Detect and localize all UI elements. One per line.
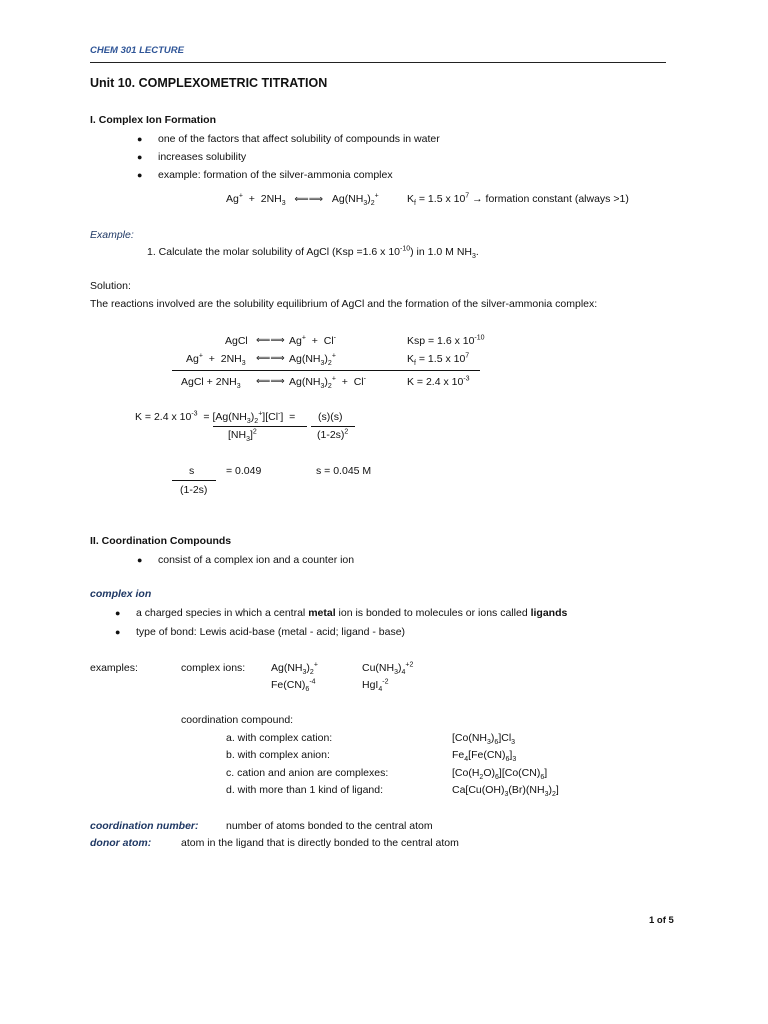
kf-value: $K_f = 1.5$ x $10^7$ bbox=[407, 352, 470, 368]
formation-constant-note: → formation constant (always >1) bbox=[472, 193, 629, 205]
k-result: = 0.049 bbox=[226, 465, 262, 477]
equilibrium-arrow-icon: ⟸⟹ bbox=[256, 376, 285, 387]
examples-label: examples: bbox=[90, 662, 138, 674]
bullet-icon: ● bbox=[115, 608, 121, 618]
reaction-1-right: Ag+ + Cl- bbox=[289, 334, 336, 347]
bullet-icon: ● bbox=[115, 627, 121, 637]
bullet-icon: ● bbox=[137, 170, 143, 180]
bullet-icon: ● bbox=[137, 134, 143, 144]
section-heading-complex-ion-formation: I. Complex Ion Formation bbox=[90, 114, 217, 126]
equilibrium-arrow-icon: ⟸⟹ bbox=[256, 335, 285, 346]
solution-label: Solution: bbox=[90, 280, 131, 292]
reaction-3-right: $Ag(NH_3)_2^+ + Cl^-$ bbox=[289, 375, 366, 391]
equilibrium-arrow-icon: ⟸⟹ bbox=[256, 353, 285, 364]
complex-ion-example: $Fe(CN)_6^{-4}$ bbox=[271, 678, 316, 694]
cc-item: a. with complex cation: bbox=[226, 732, 333, 744]
cc-item: b. with complex anion: bbox=[226, 749, 330, 761]
coordination-number-label: coordination number: bbox=[90, 820, 199, 832]
ss-numerator: (s)(s) bbox=[318, 411, 343, 423]
bullet-text: example: formation of the silver-ammonia complex bbox=[158, 169, 393, 181]
header-rule bbox=[90, 62, 666, 63]
bond-type: type of bond: Lewis acid-base (metal - acid; ligand - base) bbox=[136, 626, 406, 638]
bullet-icon: ● bbox=[137, 555, 143, 565]
reaction-2-left: $Ag^+ + 2NH_3$ bbox=[186, 352, 246, 368]
complex-ion-example: $Cu(NH_3)_4^{+2}$ bbox=[362, 661, 414, 677]
ss-fraction-rule bbox=[311, 426, 355, 427]
sum-rule bbox=[172, 370, 480, 371]
complex-ion-definition: a charged species in which a central metal ion is bonded to molecules or ions called ligands bbox=[136, 607, 568, 619]
complex-ion-label: complex ion bbox=[90, 588, 152, 600]
cc-formula: $Fe_4[Fe(CN)_6]_3$ bbox=[452, 749, 517, 764]
cc-formula: $Ca[Cu(OH)_3(Br)(NH_3)_2]$ bbox=[452, 784, 559, 799]
solution-text: The reactions involved are the solubility equilibrium of AgCl and the formation of the silver-ammonia complex: bbox=[90, 298, 598, 310]
complex-ions-label: complex ions: bbox=[181, 662, 246, 674]
page-title: Unit 10. COMPLEXOMETRIC TITRATION bbox=[90, 76, 328, 90]
reaction-2-right: $Ag(NH_3)_2^+$ bbox=[289, 352, 336, 368]
bullet-icon: ● bbox=[137, 152, 143, 162]
ss-denominator: $(1-2s)^2$ bbox=[317, 428, 349, 441]
donor-atom-label: donor atom: bbox=[90, 837, 152, 849]
s-denominator: (1-2s) bbox=[180, 484, 208, 496]
example-label: Example: bbox=[90, 229, 134, 241]
reaction-3-left: AgCl + $2NH_3$ bbox=[181, 376, 241, 391]
k-denominator: $[NH_3]^2$ bbox=[228, 428, 257, 444]
cc-formula: $[Co(NH_3)_6]Cl_3$ bbox=[452, 732, 516, 747]
coordination-compound-label: coordination compound: bbox=[181, 714, 294, 726]
header-label: CHEM 301 LECTURE bbox=[90, 45, 184, 56]
cc-item: d. with more than 1 kind of ligand: bbox=[226, 784, 384, 796]
page-number: 1 of 5 bbox=[649, 915, 674, 926]
bullet-text: consist of a complex ion and a counter ion bbox=[158, 554, 355, 566]
bullet-text: increases solubility bbox=[158, 151, 247, 163]
example-question: 1. Calculate the molar solubility of AgCl (Ksp =1.6 x $10^{-10}$) in 1.0 M $NH_3$. bbox=[147, 245, 479, 261]
k-overall: K = 2.4 x $10^{-3}$ bbox=[407, 375, 470, 388]
ksp-value: Ksp = 1.6 x $10^{-10}$ bbox=[407, 334, 485, 347]
k-fraction-rule bbox=[213, 426, 307, 427]
s-fraction-rule bbox=[172, 480, 216, 481]
complex-ion-example: $Ag(NH_3)_2^+$ bbox=[271, 661, 318, 677]
equation-silver-ammonia: $Ag^+ + 2NH_3$ ⟸⟹ $Ag(NH_3)_2^+$ bbox=[226, 192, 379, 208]
s-result: s = 0.045 M bbox=[316, 465, 372, 477]
cc-item: c. cation and anion are complexes: bbox=[226, 767, 389, 779]
s-numerator: s bbox=[189, 465, 195, 477]
section-heading-coordination-compounds: II. Coordination Compounds bbox=[90, 535, 232, 547]
reaction-1-left: AgCl bbox=[225, 335, 248, 347]
coordination-number-definition: number of atoms bonded to the central atom bbox=[226, 820, 433, 832]
formation-constant: $K_f = 1.5$ x $10^7$ → formation constant (always >1) bbox=[407, 192, 629, 208]
donor-atom-definition: atom in the ligand that is directly bonded to the central atom bbox=[181, 837, 459, 849]
complex-ion-example: HgI$_4^{-2}$ bbox=[362, 678, 389, 694]
cc-formula: $[Co(H_2O)_6][Co(CN)_6]$ bbox=[452, 767, 548, 782]
k-expression: K = 2.4 x $10^{-3} = [Ag(NH_3)_2^+][Cl^-]$ = bbox=[135, 410, 296, 426]
bullet-text: one of the factors that affect solubility of compounds in water bbox=[158, 133, 440, 145]
